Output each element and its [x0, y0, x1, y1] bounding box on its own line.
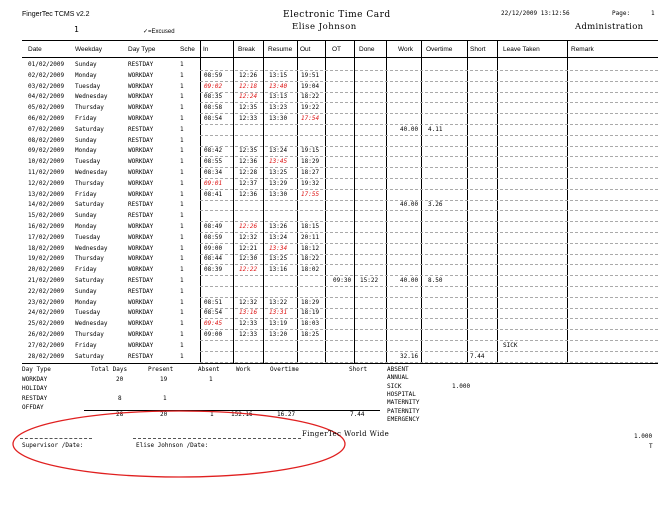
cell-sche: 1 — [180, 147, 184, 155]
cell-resume: 13:16 — [269, 266, 288, 274]
cell-out: 19:22 — [301, 104, 320, 112]
cell-in: 08:54 — [204, 115, 223, 122]
cell-break: 12:37 — [239, 179, 258, 187]
cell-work: 40.00 — [400, 277, 419, 284]
cell-out: 18:29 — [301, 298, 320, 306]
cell-date: 15/02/2009 — [28, 212, 65, 220]
cell-in: 08:35 — [204, 93, 223, 101]
column-divider — [325, 40, 326, 363]
report-title: Electronic Time Card — [283, 10, 391, 20]
cell-day-type: WORKDAY — [128, 179, 154, 187]
cell-leave-taken: SICK — [503, 341, 518, 349]
cell-sche: 1 — [180, 115, 184, 122]
cell-weekday: Sunday — [75, 136, 97, 144]
leave-type-value: 1.000 — [452, 382, 471, 390]
cell-weekday: Friday — [75, 266, 97, 274]
page-number: 1 — [74, 25, 79, 34]
cell-break: 12:33 — [239, 115, 258, 122]
cell-date: 17/02/2009 — [28, 233, 65, 241]
cell-sche: 1 — [180, 71, 184, 79]
cell-out: 18:03 — [301, 320, 320, 328]
cell-out: 17:54 — [301, 115, 320, 122]
cell-date: 10/02/2009 — [28, 158, 65, 166]
cell-weekday: Wednesday — [75, 244, 108, 252]
summary-header-present: Present — [148, 366, 174, 373]
cell-date: 20/02/2009 — [28, 266, 65, 274]
cell-weekday: Thursday — [75, 179, 104, 187]
cell-weekday: Friday — [75, 115, 97, 122]
cell-weekday: Wednesday — [75, 169, 108, 176]
cell-out: 18:19 — [301, 309, 320, 317]
summary-total-absent: 1 — [210, 411, 214, 418]
cell-date: 03/02/2009 — [28, 82, 65, 90]
column-header-in: In — [203, 46, 209, 53]
cell-day-type: WORKDAY — [128, 266, 154, 274]
column-divider — [297, 40, 298, 363]
summary-total-overtime: 16.27 — [277, 411, 296, 418]
column-header-remark: Remark — [571, 46, 594, 53]
excused-legend — [143, 28, 175, 35]
column-header-date: Date — [28, 46, 42, 53]
cell-resume: 13:30 — [269, 190, 288, 198]
cell-in: 08:34 — [204, 169, 223, 176]
column-divider — [386, 40, 387, 363]
leave-type-label: ANNUAL — [387, 374, 409, 382]
summary-total-total-days: 28 — [116, 411, 124, 418]
cell-resume: 13:29 — [269, 179, 288, 187]
cell-sche: 1 — [180, 233, 184, 241]
app-name: FingerTec TCMS v2.2 — [22, 11, 90, 18]
footer-right-value: 1.000 — [634, 433, 653, 440]
cell-done: 15:22 — [360, 277, 379, 284]
column-header-weekday: Weekday — [75, 46, 102, 53]
cell-ot: 09:30 — [333, 277, 352, 284]
summary-total-short: 7.44 — [350, 411, 365, 418]
cell-date: 16/02/2009 — [28, 223, 65, 230]
summary-header-work: Work — [236, 366, 251, 373]
cell-in: 09:02 — [204, 82, 223, 90]
cell-resume: 13:22 — [269, 298, 288, 306]
cell-break: 12:24 — [239, 93, 258, 101]
cell-day-type: RESTDAY — [128, 61, 154, 68]
cell-break: 12:26 — [239, 223, 258, 230]
leave-type-label: HOSPITAL — [387, 390, 416, 398]
cell-out: 18:29 — [301, 158, 320, 166]
cell-resume: 13:20 — [269, 331, 288, 338]
cell-out: 18:02 — [301, 266, 320, 274]
cell-resume: 13:23 — [269, 104, 288, 112]
check-icon: ✓ — [143, 29, 149, 35]
cell-resume: 13:24 — [269, 147, 288, 155]
cell-day-type: WORKDAY — [128, 298, 154, 306]
summary-cell-total-days: 8 — [118, 394, 122, 402]
cell-day-type: WORKDAY — [128, 82, 154, 90]
cell-sche: 1 — [180, 287, 184, 295]
cell-date: 21/02/2009 — [28, 277, 65, 284]
cell-day-type: WORKDAY — [128, 158, 154, 166]
column-header-break: Break — [238, 46, 255, 53]
cell-break: 12:21 — [239, 244, 258, 252]
cell-sche: 1 — [180, 244, 184, 252]
cell-work: 32.16 — [400, 352, 419, 360]
cell-day-type: WORKDAY — [128, 233, 154, 241]
cell-resume: 13:25 — [269, 255, 288, 263]
cell-sche: 1 — [180, 93, 184, 101]
employee-signature-label: Elise Johnson /Date: — [136, 442, 209, 449]
cell-resume: 13:24 — [269, 233, 288, 241]
cell-day-type: WORKDAY — [128, 223, 154, 230]
cell-out: 18:27 — [301, 169, 320, 176]
cell-sche: 1 — [180, 212, 184, 220]
cell-sche: 1 — [180, 179, 184, 187]
cell-sche: 1 — [180, 298, 184, 306]
cell-day-type: RESTDAY — [128, 287, 154, 295]
cell-sche: 1 — [180, 320, 184, 328]
department: Administration — [575, 22, 644, 32]
column-header-overtime: Overtime — [426, 46, 453, 53]
cell-date: 11/02/2009 — [28, 169, 65, 176]
cell-work: 40.00 — [400, 125, 419, 133]
summary-total-present: 20 — [160, 411, 168, 418]
cell-resume: 13:26 — [269, 223, 288, 230]
cell-weekday: Monday — [75, 298, 97, 306]
cell-break: 12:22 — [239, 266, 258, 274]
cell-weekday: Monday — [75, 223, 97, 230]
summary-header-day-type: Day Type — [22, 366, 51, 373]
cell-overtime: 3.26 — [428, 201, 443, 209]
cell-out: 20:11 — [301, 233, 320, 241]
cell-in: 09:45 — [204, 320, 223, 328]
cell-sche: 1 — [180, 82, 184, 90]
column-header-resume: Resume — [268, 46, 293, 53]
cell-weekday: Friday — [75, 190, 97, 198]
cell-weekday: Monday — [75, 147, 97, 155]
cell-weekday: Thursday — [75, 104, 104, 112]
cell-in: 08:49 — [204, 223, 223, 230]
legend-label: =Excused — [148, 29, 175, 35]
cell-date: 18/02/2009 — [28, 244, 65, 252]
column-header-leave-taken: Leave Taken — [503, 46, 540, 53]
cell-date: 27/02/2009 — [28, 341, 65, 349]
column-divider — [233, 40, 234, 363]
cell-out: 19:32 — [301, 179, 320, 187]
cell-weekday: Sunday — [75, 61, 97, 68]
cell-date: 13/02/2009 — [28, 190, 65, 198]
cell-sche: 1 — [180, 190, 184, 198]
leave-type-label: EMERGENCY — [387, 415, 420, 423]
cell-resume: 13:31 — [269, 309, 288, 317]
summary-header-short: Short — [349, 366, 368, 373]
cell-break: 12:30 — [239, 255, 258, 263]
footer-right-small: T — [649, 443, 653, 450]
cell-day-type: WORKDAY — [128, 255, 154, 263]
cell-weekday: Tuesday — [75, 158, 101, 166]
cell-date: 01/02/2009 — [28, 61, 65, 68]
cell-sche: 1 — [180, 61, 184, 68]
cell-weekday: Thursday — [75, 255, 104, 263]
supervisor-sign-line — [20, 438, 92, 439]
summary-cell-day-type: RESTDAY — [22, 394, 48, 402]
column-divider — [421, 40, 422, 363]
cell-weekday: Friday — [75, 341, 97, 349]
cell-in: 09:00 — [204, 244, 223, 252]
cell-break: 13:16 — [239, 309, 258, 317]
cell-date: 02/02/2009 — [28, 71, 65, 79]
cell-date: 22/02/2009 — [28, 287, 65, 295]
column-header-ot: OT — [332, 46, 342, 53]
cell-short: 7.44 — [470, 352, 485, 360]
column-header-done: Done — [359, 46, 375, 53]
cell-out: 18:12 — [301, 244, 320, 252]
cell-day-type: RESTDAY — [128, 212, 154, 220]
cell-in: 08:41 — [204, 190, 223, 198]
employee-sign-line — [133, 438, 301, 439]
cell-out: 19:51 — [301, 71, 320, 79]
cell-out: 17:55 — [301, 190, 320, 198]
cell-date: 19/02/2009 — [28, 255, 65, 263]
cell-weekday: Monday — [75, 71, 97, 79]
cell-day-type: WORKDAY — [128, 309, 154, 317]
leave-type-label: ABSENT — [387, 366, 409, 373]
cell-date: 28/02/2009 — [28, 352, 65, 360]
table-top-rule — [22, 40, 658, 41]
summary-header-absent: Absent — [198, 366, 220, 373]
supervisor-signature-label: Supervisor /Date: — [22, 442, 84, 449]
column-header-day-type: Day Type — [128, 46, 156, 53]
cell-break: 12:36 — [239, 158, 258, 166]
cell-in: 08:55 — [204, 158, 223, 166]
summary-cell-present: 1 — [163, 394, 167, 402]
cell-day-type: WORKDAY — [128, 320, 154, 328]
cell-date: 09/02/2009 — [28, 147, 65, 155]
cell-resume: 13:40 — [269, 82, 288, 90]
cell-day-type: RESTDAY — [128, 125, 154, 133]
column-divider — [354, 40, 355, 363]
column-divider — [567, 40, 568, 363]
cell-weekday: Sunday — [75, 287, 97, 295]
cell-sche: 1 — [180, 201, 184, 209]
cell-day-type: WORKDAY — [128, 71, 154, 79]
employee-name: Elise Johnson — [292, 22, 357, 32]
column-header-short: Short — [470, 46, 486, 53]
column-header-out: Out — [300, 46, 311, 53]
leave-type-label: SICK — [387, 382, 402, 390]
cell-resume: 13:34 — [269, 244, 288, 252]
cell-out: 18:22 — [301, 93, 320, 101]
cell-day-type: RESTDAY — [128, 352, 154, 360]
cell-day-type: RESTDAY — [128, 201, 154, 209]
cell-sche: 1 — [180, 255, 184, 263]
cell-resume: 13:15 — [269, 71, 288, 79]
column-divider — [467, 40, 468, 363]
row-rule — [200, 210, 658, 211]
cell-resume: 13:25 — [269, 169, 288, 176]
cell-break: 12:36 — [239, 190, 258, 198]
cell-sche: 1 — [180, 169, 184, 176]
cell-resume: 13:30 — [269, 115, 288, 122]
cell-break: 12:33 — [239, 320, 258, 328]
cell-in: 08:54 — [204, 309, 223, 317]
cell-sche: 1 — [180, 158, 184, 166]
column-header-sche: Sche — [180, 46, 195, 53]
cell-date: 24/02/2009 — [28, 309, 65, 317]
cell-sche: 1 — [180, 331, 184, 338]
summary-header-overtime: Overtime — [270, 366, 299, 373]
cell-date: 08/02/2009 — [28, 136, 65, 144]
cell-day-type: WORKDAY — [128, 93, 154, 101]
summary-header-total-days: Total Days — [91, 366, 128, 373]
cell-out: 18:25 — [301, 331, 320, 338]
cell-in: 09:01 — [204, 179, 223, 187]
cell-day-type: WORKDAY — [128, 244, 154, 252]
row-rule — [200, 351, 658, 352]
cell-day-type: WORKDAY — [128, 169, 154, 176]
row-rule — [200, 340, 658, 341]
page-label: Page: — [612, 10, 631, 17]
cell-work: 40.00 — [400, 201, 419, 209]
cell-break: 12:26 — [239, 71, 258, 79]
cell-sche: 1 — [180, 125, 184, 133]
cell-weekday: Wednesday — [75, 320, 108, 328]
cell-weekday: Tuesday — [75, 82, 101, 90]
table-bottom-rule — [22, 363, 658, 364]
cell-date: 26/02/2009 — [28, 331, 65, 338]
cell-in: 08:59 — [204, 71, 223, 79]
cell-date: 25/02/2009 — [28, 320, 65, 328]
cell-weekday: Saturday — [75, 201, 104, 209]
page-value: 1 — [651, 10, 655, 17]
cell-out: 18:15 — [301, 223, 320, 230]
column-header-work: Work — [398, 46, 414, 53]
row-rule — [200, 135, 658, 136]
cell-in: 09:00 — [204, 331, 223, 338]
cell-date: 12/02/2009 — [28, 179, 65, 187]
cell-sche: 1 — [180, 309, 184, 317]
cell-overtime: 4.11 — [428, 125, 443, 133]
row-rule — [200, 286, 658, 287]
summary-cell-present: 19 — [160, 375, 168, 383]
cell-resume: 13:13 — [269, 93, 288, 101]
cell-weekday: Sunday — [75, 212, 97, 220]
leave-type-label: PATERNITY — [387, 407, 420, 415]
footer-brand: FingerTec World Wide — [302, 430, 390, 438]
cell-sche: 1 — [180, 352, 184, 360]
cell-day-type: WORKDAY — [128, 331, 154, 338]
print-datetime: 22/12/2009 13:12:56 — [501, 10, 570, 17]
column-divider — [263, 40, 264, 363]
cell-sche: 1 — [180, 104, 184, 112]
cell-date: 04/02/2009 — [28, 93, 65, 101]
cell-sche: 1 — [180, 266, 184, 274]
cell-date: 14/02/2009 — [28, 201, 65, 209]
cell-sche: 1 — [180, 136, 184, 144]
cell-break: 12:32 — [239, 298, 258, 306]
cell-out: 19:15 — [301, 147, 320, 155]
column-divider — [497, 40, 498, 363]
cell-break: 12:35 — [239, 104, 258, 112]
cell-in: 08:44 — [204, 255, 223, 263]
cell-break: 12:18 — [239, 82, 258, 90]
cell-day-type: WORKDAY — [128, 104, 154, 112]
cell-resume: 13:45 — [269, 158, 288, 166]
cell-out: 18:22 — [301, 255, 320, 263]
column-divider — [200, 40, 201, 363]
cell-weekday: Tuesday — [75, 309, 101, 317]
cell-date: 05/02/2009 — [28, 104, 65, 112]
cell-break: 12:28 — [239, 169, 258, 176]
summary-cell-day-type: OFFDAY — [22, 404, 44, 411]
cell-weekday: Saturday — [75, 125, 104, 133]
cell-day-type: WORKDAY — [128, 115, 154, 122]
summary-cell-day-type: HOLIDAY — [22, 385, 48, 392]
cell-weekday: Saturday — [75, 352, 104, 360]
cell-day-type: RESTDAY — [128, 136, 154, 144]
cell-in: 08:59 — [204, 233, 223, 241]
cell-break: 12:32 — [239, 233, 258, 241]
cell-in: 08:39 — [204, 266, 223, 274]
cell-in: 08:51 — [204, 298, 223, 306]
cell-day-type: RESTDAY — [128, 277, 154, 284]
summary-cell-day-type: WORKDAY — [22, 375, 48, 383]
cell-weekday: Thursday — [75, 331, 104, 338]
cell-in: 08:58 — [204, 104, 223, 112]
cell-date: 07/02/2009 — [28, 125, 65, 133]
cell-weekday: Saturday — [75, 277, 104, 284]
cell-weekday: Wednesday — [75, 93, 108, 101]
cell-sche: 1 — [180, 341, 184, 349]
cell-day-type: WORKDAY — [128, 341, 154, 349]
cell-date: 06/02/2009 — [28, 115, 65, 122]
cell-day-type: WORKDAY — [128, 190, 154, 198]
cell-resume: 13:19 — [269, 320, 288, 328]
cell-out: 19:04 — [301, 82, 320, 90]
cell-day-type: WORKDAY — [128, 147, 154, 155]
leave-type-label: MATERNITY — [387, 399, 420, 407]
summary-cell-absent: 1 — [209, 375, 213, 383]
table-header-rule — [22, 57, 658, 58]
cell-sche: 1 — [180, 223, 184, 230]
summary-cell-total-days: 20 — [116, 375, 124, 383]
cell-weekday: Tuesday — [75, 233, 101, 241]
cell-sche: 1 — [180, 277, 184, 284]
cell-overtime: 8.50 — [428, 277, 443, 284]
cell-date: 23/02/2009 — [28, 298, 65, 306]
cell-in: 08:42 — [204, 147, 223, 155]
summary-total-work: 152.16 — [231, 411, 253, 418]
cell-break: 12:35 — [239, 147, 258, 155]
cell-break: 12:33 — [239, 331, 258, 338]
